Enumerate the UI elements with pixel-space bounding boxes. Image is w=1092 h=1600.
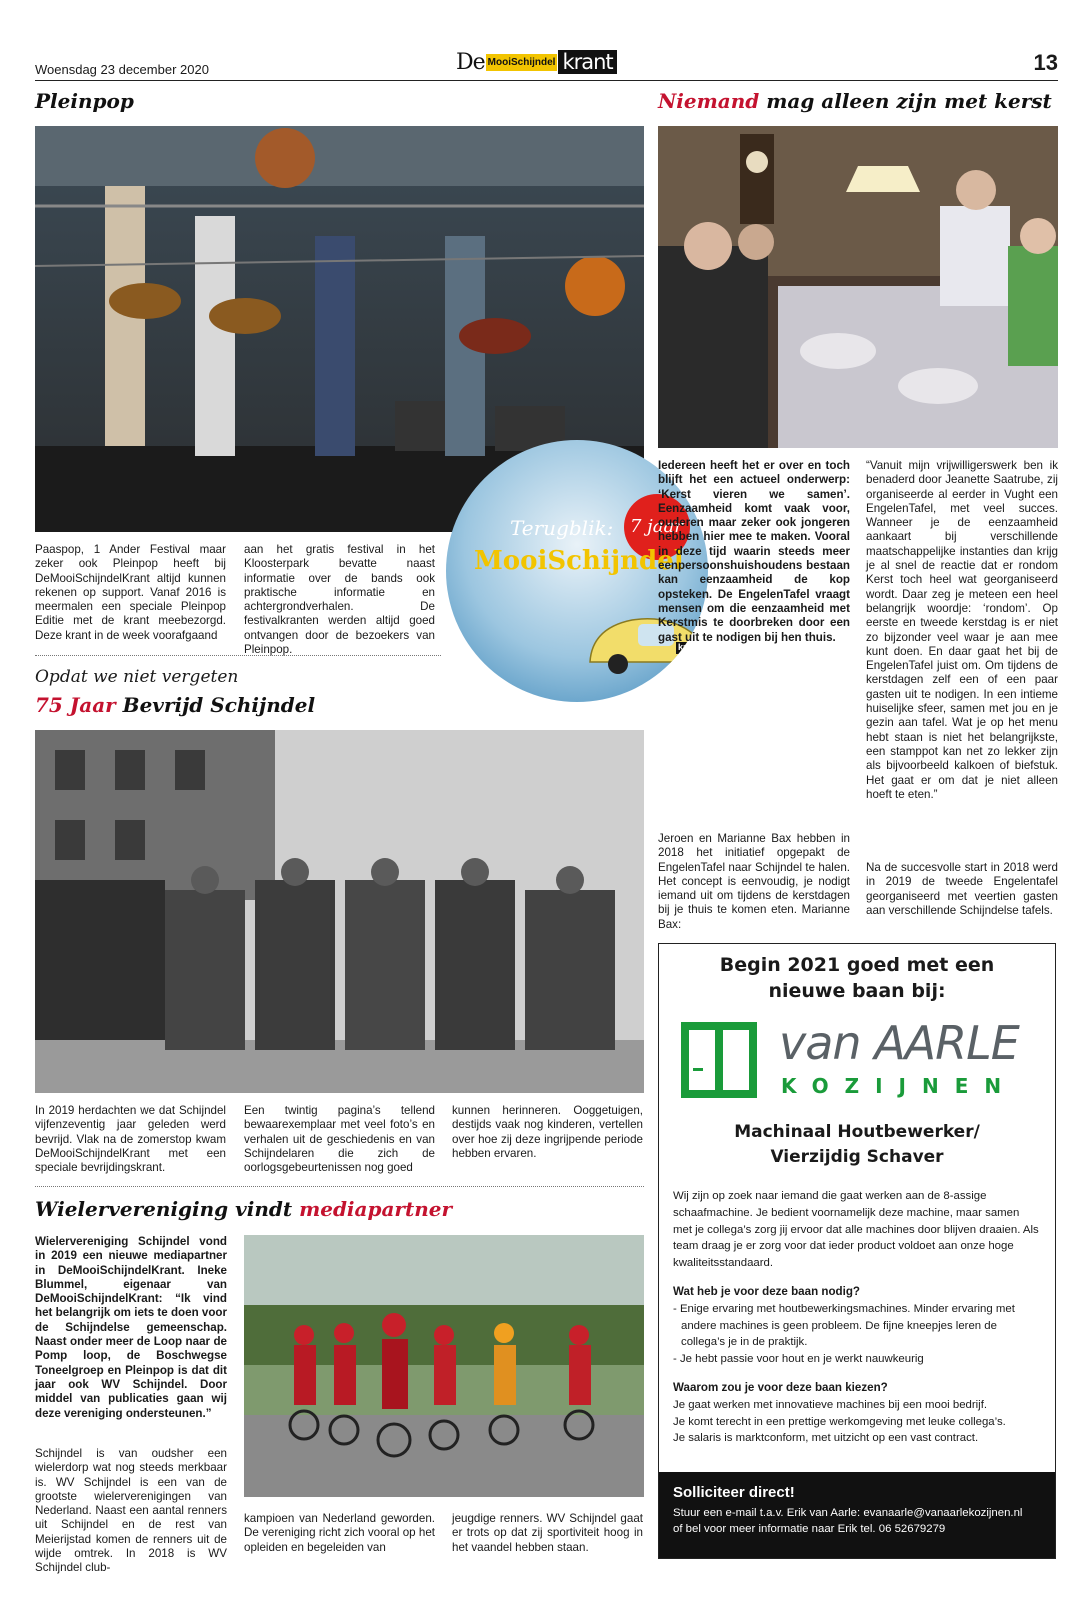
- badge-car-label: krant: [678, 642, 701, 652]
- bevrijd-title-red: 75 Jaar: [35, 693, 116, 717]
- soldiers-historic-image: [35, 730, 644, 1093]
- bevrijd-text-col1: In 2019 herdachten we dat Schijndel vijfenzeventig jaar geleden werd bevrijd. Vlak na de zomerstop kwam DeMooiSchijndelKrant met een speciale bevrijdingskrant.: [35, 1104, 226, 1175]
- bevrijd-photo: [35, 730, 644, 1093]
- pleinpop-title: Pleinpop: [35, 89, 134, 113]
- masthead-brand: MooiSchijndel: [486, 54, 558, 71]
- badge-brand: MooiSchijndel: [474, 546, 684, 576]
- header-date: Woensdag 23 december 2020: [35, 62, 209, 77]
- window-frame-icon: [681, 1022, 757, 1098]
- kerst-title: [658, 89, 1052, 113]
- ad-body: [659, 1188, 1055, 1447]
- wieler-lead: Wielervereniging Schijndel vond in 2019 een nieuwe mediapartner in DeMooiSchijndelKrant. Ineke Blummel, eigenaar van DeMooiSchijndelKrant: “Ik vind het belangrijk om iets te doen voor de Schijndelse gemeenschap. Naast onder meer de Loop naar de Pomp loop, de Boschwegse Toneelgroep en Pleinpop is dat dit jaar ook WV Schijndel. Door middel van publicaties gaan wij deze vereniging ondersteunen.”: [35, 1235, 227, 1420]
- page-number: 13: [1033, 50, 1058, 75]
- wieler-title: [35, 1197, 452, 1221]
- wieler-title-red: mediapartner: [299, 1197, 453, 1221]
- divider-dotted: [35, 655, 441, 656]
- job-advertisement: [658, 943, 1056, 1559]
- wieler-col3: jeugdige renners. WV Schijndel gaat er trots op dat zij sportiviteit hoog in het vaandel hebben staan.: [452, 1512, 643, 1554]
- divider-dotted: [35, 1186, 644, 1187]
- badge-line1: Terugblik:: [510, 516, 614, 540]
- masthead-krant: krant: [558, 50, 616, 74]
- ad-headline: Begin 2021 goed met een nieuwe baan bij:: [719, 954, 995, 1002]
- ad-footer: [659, 1472, 1055, 1558]
- header-rule: [35, 80, 1058, 81]
- wieler-col2: kampioen van Nederland geworden. De vereniging richt zich vooral op het opleiden en begeleiden van: [244, 1512, 435, 1554]
- ad-contact-phone: of bel voor meer informatie naar Erik tel. 06 52679279: [673, 1523, 946, 1535]
- cyclists-race-image: [244, 1235, 644, 1497]
- bevrijd-title-rest: Bevrijd Schijndel: [115, 693, 316, 717]
- kerst-lead-text: Iedereen heeft het er over en toch blijft het een actueel onderwerp: ‘Kerst vieren we samen’. Eenzaamheid komt vaak voor, ouderen maar zeker ook jongeren hebben hier mee te maken. Vooral in deze tijd waarin steeds meer eenpersoonshuishoudens bestaan kan eenzaamheid de kop opsteken. De EngelenTafel vraagt mensen om die eenzaamheid met Kerstmis te doorbreken door een gast uit te nodigen bij hen thuis.: [658, 459, 850, 644]
- ad-question-2: Waarom zou je voor deze baan kiezen?: [673, 1380, 888, 1394]
- masthead-logo: [456, 50, 617, 74]
- logo-sub: KOZIJNEN: [781, 1074, 1018, 1098]
- masthead-de: De: [456, 49, 485, 75]
- wieler-title-black: Wielervereniging vindt: [35, 1197, 300, 1221]
- job-title-line2: Vierzijdig Schaver: [770, 1147, 944, 1167]
- kerst-col2-p1: “Vanuit mijn vrijwilligerswerk ben ik benaderd door Jeanette Saatrube, zij organiseerde al eerder in Vught een EngelenTafel, met veel succes. Wanneer je de eenzaamheid aankaart bij verschillende maatschappelijke instanties dan krijg je al snel de reactie dat er rondom Kerst toch heel wat georganiseerd wordt. Daar zeg je meteen een heel belangrijk woordje: ‘rondom’. Op eerste en tweede kerstdag is er niet zo bijzonder veel waar je aan mee kunt doen. En daar gaat het bij de EngelenTafel juist om. Om tijdens de kerstdagen zelf een of een paar gasten uit te nodigen. In een intieme huiselijke sfeer, samen met jou en je gezin aan tafel. Wat je op het menu hebt staan is niet het belangrijkste, een stamppot kan net zo lekker zijn als bijvoorbeeld kalkoen of biefstuk. Het gaat er om dat je niet alleen hoeft te eten.”: [866, 459, 1058, 801]
- bevrijd-text-col2: Een twintig pagina’s tellend bewaarexemplaar met veel foto’s en verhalen uit de geschiedenis en van Schijndelaren die zich de oorlogsgebeurtenissen nog goed: [244, 1104, 435, 1175]
- kerst-col2-p2: Na de succesvolle start in 2018 werd in 2019 de tweede Engelentafel georganiseerd met veertien gasten aan verschillende Schijndelse tafels.: [866, 861, 1058, 917]
- van-aarle-logo: [681, 1016, 1037, 1100]
- bevrijd-kicker: Opdat we niet vergeten: [35, 667, 239, 687]
- ad-reason-2: Je komt terecht in een prettige werkomgeving met leuke collega’s.: [673, 1415, 1006, 1428]
- wieler-photo: [244, 1235, 644, 1497]
- pleinpop-text-col1: Paaspop, 1 Ander Festival maar zeker ook Pleinpop heeft bij DeMooiSchijndelKrant altijd kunnen rekenen op support. Vanaf 2016 is meermalen een speciale Pleinpop Editie met de krant meebezorgd. Deze krant in de week voorafgaand: [35, 543, 226, 642]
- ad-contact-email[interactable]: Stuur een e-mail t.a.v. Erik van Aarle: evanaarle@vanaarlekozijnen.nl: [673, 1507, 1023, 1519]
- kerst-title-rest: mag alleen zijn met kerst: [759, 89, 1052, 113]
- logo-main: van AARLE: [779, 1016, 1019, 1070]
- ad-job-title: [659, 1120, 1055, 1170]
- pleinpop-text-col2: aan het gratis festival in het Kloosterpark bevatte naast informatie over de bands ook praktische informatie en achtergrondverhalen. De festivalkranten werden altijd goed ontvangen door de bezoekers van Pleinpop.: [244, 543, 435, 657]
- job-title-line1: Machinaal Houtbewerker/: [734, 1122, 980, 1142]
- ad-requirement-2: - Je hebt passie voor hout en je werkt nauwkeurig: [673, 1353, 924, 1366]
- ad-reason-1: Je gaat werken met innovatieve machines bij een mooi bedrijf.: [673, 1398, 988, 1411]
- ad-requirement-1: - Enige ervaring met houtbewerkingsmachines. Minder ervaring met andere machines is geen probleem. De fijne kneepjes leren de collega’s je in de praktijk.: [673, 1302, 1015, 1349]
- badge-years-label: 7 jaar: [630, 516, 683, 537]
- kerst-lead: [658, 459, 850, 645]
- ad-cta: Solliciteer direct!: [673, 1484, 795, 1501]
- kerst-col1-p2: Jeroen en Marianne Bax hebben in 2018 het initiatief opgepakt de EngelenTafel naar Schijndel te halen. Het concept is eenvoudig, je nodigt iemand uit om tijdens de kerstdagen bij je thuis te komen eten. Marianne Bax:: [658, 832, 850, 931]
- ad-question-1: Wat heb je voor deze baan nodig?: [673, 1284, 861, 1298]
- kerst-title-red: Niemand: [658, 89, 760, 113]
- wieler-col1-p2: Schijndel is van oudsher een wielerdorp wat nog steeds merkbaar is. WV Schijndel is een van de grootste wielerverenigingen van Nederland. Naast een aantal renners uit Schijndel en de rest van Meierijstad komen de renners uit de wijde omtrek. In 2018 is WV Schijndel club-: [35, 1447, 227, 1575]
- bevrijd-title: [35, 693, 315, 717]
- ad-intro: Wij zijn op zoek naar iemand die gaat werken aan de 8-assige schaafmachine. Je bedient voornamelijk deze machine, maar samen met je collega’s zorg jij ervoor dat alle machines door blijven draaien. Als team draag je er zorg voor dat ieder product voldoet aan onze hoge kwaliteitsstandaard.: [673, 1190, 1039, 1270]
- dinner-table-image: [658, 126, 1058, 448]
- bevrijd-text-col3: kunnen herinneren. Ooggetuigen, destijds vaak nog kinderen, vertellen over hoe zij deze ingrijpende periode hebben ervaren.: [452, 1104, 643, 1160]
- kerst-photo: [658, 126, 1058, 448]
- ad-reason-3: Je salaris is marktconform, met uitzicht op een vast contract.: [673, 1432, 979, 1445]
